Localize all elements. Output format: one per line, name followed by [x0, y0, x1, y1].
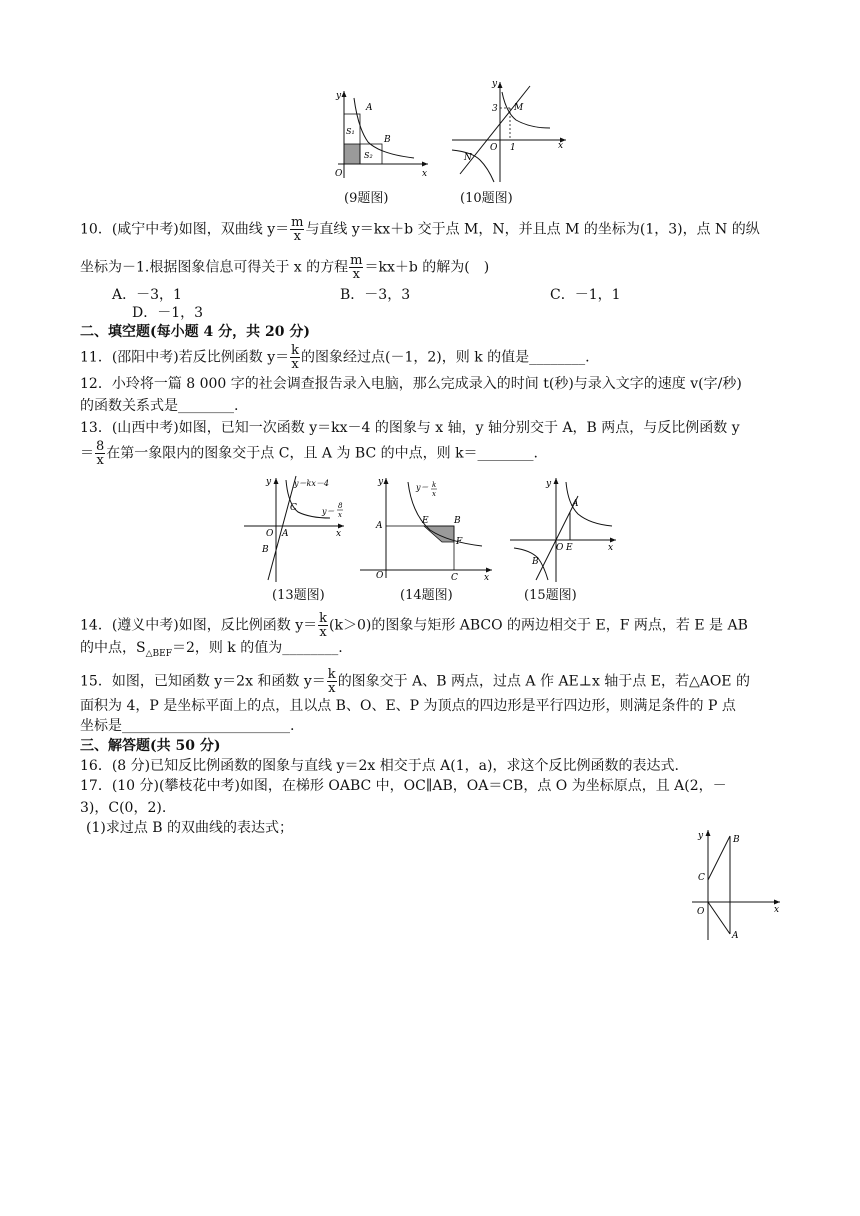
f10-label: x: [558, 141, 564, 151]
fig14-caption: (14题图): [400, 588, 453, 603]
f9-label: O: [335, 169, 343, 179]
fraction: $\frac{8}{x}$: [96, 439, 105, 468]
f15-label: B: [532, 557, 539, 567]
section-2-heading: 二、填空题(每小题 4 分，共 20 分): [80, 324, 310, 340]
f14-label: O: [376, 571, 384, 581]
question-17-line-2: 3)，C(0，2).: [80, 800, 167, 816]
f13-label: O: [266, 529, 274, 539]
f14-label: x: [432, 490, 436, 498]
f14-label: y: [378, 477, 384, 487]
fig9-caption: (9题图): [344, 191, 389, 206]
f10-label: N: [464, 153, 472, 163]
f17-label: C: [698, 873, 705, 883]
f14-label: k: [432, 481, 437, 489]
fraction: $\frac{k}{x}$: [291, 343, 299, 372]
question-14-line-1: 14．(遵义中考)如图，反比例函数 y＝ $\frac{k}{x}$ (k＞0)的图象与矩形 ABCO 的两边相交于 E，F 两点，若 E 是 AB: [80, 611, 748, 640]
question-12-line-1: 12．小玲将一篇 8 000 字的社会调查报告录入电脑，那么完成录入的时间 t(秒)与录入文字的速度 v(字/秒): [80, 376, 742, 392]
option-d[interactable]: D．－1，3: [132, 305, 204, 321]
question-10-line-2: 坐标为－1.根据图象信息可得关于 x 的方程 $\frac{m}{x}$ ＝kx＋b 的解为( ): [80, 253, 490, 282]
figure-17: [688, 828, 784, 944]
f10-label: M: [514, 103, 524, 113]
f15-label: E: [566, 543, 573, 553]
f9-label: S₁: [346, 127, 355, 136]
option-c[interactable]: C．－1，1: [550, 287, 621, 303]
question-17-line-1: 17．(10 分)(攀枝花中考)如图，在梯形 OABC 中，OC∥AB，OA＝CB，点 O 为坐标原点，且 A(2，－: [80, 778, 727, 794]
f17-label: B: [733, 835, 740, 845]
fig13-caption: (13题图): [272, 588, 325, 603]
f17-label: O: [697, 907, 705, 917]
f13-label: x: [336, 529, 342, 539]
f15-label: x: [608, 543, 614, 553]
f14-label: F: [456, 537, 463, 547]
f17-label: y: [698, 831, 704, 841]
option-b[interactable]: B．－3，3: [340, 287, 411, 303]
fig15-caption: (15题图): [524, 588, 577, 603]
option-a[interactable]: A．－3，1: [112, 287, 182, 303]
f9-label: A: [366, 103, 373, 113]
question-12-line-2: 的函数关系式是________.: [80, 398, 239, 414]
question-15-line-3: 坐标是________________________.: [80, 718, 295, 734]
f14-label: A: [376, 521, 383, 531]
f17-label: x: [774, 905, 780, 915]
f14-label: C: [451, 573, 458, 583]
f14-label: E: [422, 516, 429, 526]
question-15-line-2: 面积为 4，P 是坐标平面上的点，且以点 B、O、E、P 为顶点的四边形是平行四边形，则满足条件的 P 点: [80, 698, 736, 714]
f13-label: y＝kx－4: [294, 479, 329, 488]
f15-label: y: [546, 479, 552, 489]
question-14-line-2: 的中点，$S_{\triangle BEF}=2$，则 k 的值为________.: [80, 640, 343, 659]
f13-label: B: [262, 545, 269, 555]
f17-label: A: [732, 931, 739, 941]
f13-label: 8: [338, 502, 343, 510]
fraction: $\frac{m}{x}$: [291, 215, 304, 244]
figure-13: [240, 474, 350, 584]
f10-label: 1: [510, 143, 516, 153]
f15-label: A: [572, 499, 579, 509]
f10-label: O: [490, 143, 498, 153]
question-11: 11．(邵阳中考)若反比例函数 y＝ $\frac{k}{x}$ 的图象经过点(－1，2)，则 k 的值是________.: [80, 343, 590, 372]
section-3-heading: 三、解答题(共 50 分): [80, 738, 221, 754]
f9-label: S₂: [364, 151, 373, 160]
question-13-line-1: 13．(山西中考)如图，已知一次函数 y＝kx－4 的图象与 x 轴，y 轴分别交于 A，B 两点，与反比例函数 y: [80, 420, 740, 436]
f13-label: y: [266, 477, 272, 487]
fraction: $\frac{m}{x}$: [350, 253, 363, 282]
f10-label: y: [492, 79, 498, 89]
f13-label: y＝: [322, 507, 335, 516]
question-15-line-1: 15．如图，已知函数 y＝2x 和函数 y＝ $\frac{k}{x}$ 的图象交于 A、B 两点，过点 A 作 AE⊥x 轴于点 E，若△AOE 的: [80, 667, 750, 696]
question-16: 16．(8 分)已知反比例函数的图象与直线 y＝2x 相交于点 A(1，a)，求这个反比例函数的表达式.: [80, 758, 679, 774]
f13-label: A: [282, 529, 289, 539]
f14-label: x: [484, 573, 490, 583]
figure-15: [508, 474, 620, 584]
f13-label: C: [290, 503, 297, 513]
f15-label: O: [556, 543, 564, 553]
question-13-line-2: ＝ $\frac{8}{x}$ 在第一象限内的图象交于点 C，且 A 为 BC 的中点，则 k＝________.: [80, 439, 538, 468]
fraction: $\frac{k}{x}$: [327, 667, 336, 696]
f14-label: B: [454, 516, 461, 526]
question-17-part-1: (1)求过点 B 的双曲线的表达式；: [86, 820, 294, 836]
figure-9: [330, 86, 430, 186]
f9-label: x: [422, 169, 428, 179]
fig10-caption: (10题图): [460, 191, 513, 206]
figure-10: [450, 78, 570, 188]
fraction: $\frac{k}{x}$: [319, 611, 327, 640]
question-10-line-1: 10．(咸宁中考)如图，双曲线 y＝ $\frac{m}{x}$ 与直线 y＝kx＋b 交于点 M，N，并且点 M 的坐标为(1，3)，点 N 的纵: [80, 215, 760, 244]
f13-label: x: [338, 511, 342, 519]
f10-label: 3: [492, 104, 498, 114]
f9-label: y: [336, 91, 342, 101]
f9-label: B: [384, 135, 391, 145]
figure-14: [356, 474, 496, 584]
f14-label: y＝: [416, 483, 429, 492]
